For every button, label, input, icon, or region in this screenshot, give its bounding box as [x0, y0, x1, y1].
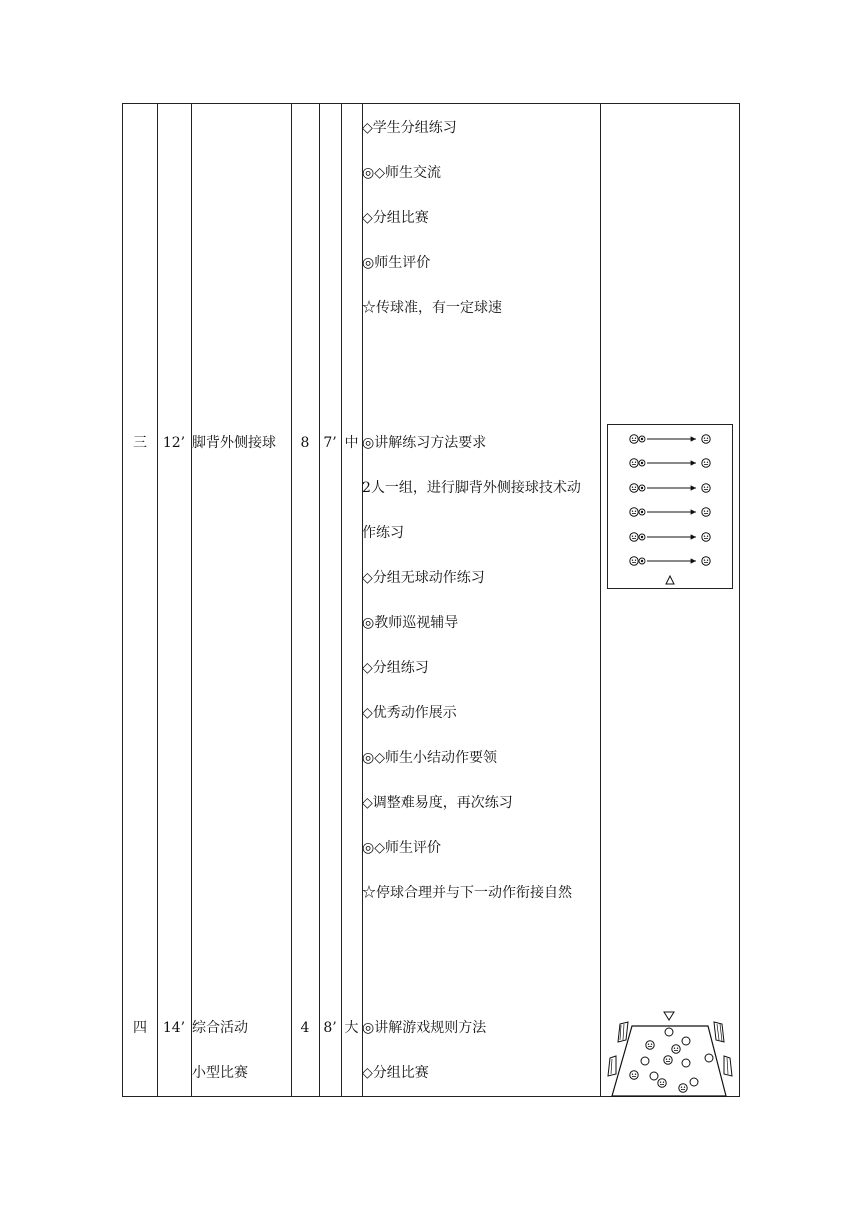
ball-icon [639, 460, 645, 466]
row-time: 12’ [162, 435, 186, 451]
pair-row [630, 484, 710, 492]
smiley-face-icon [672, 1045, 680, 1053]
method-line: ☆停球合理并与下一动作衔接自然 [362, 885, 572, 901]
method-line: ◎讲解练习方法要求 [362, 435, 487, 451]
method-line: ◇学生分组练习 [362, 120, 457, 136]
triangle-icon [664, 1012, 674, 1020]
column-divider [319, 104, 320, 1096]
smiley-face-icon [702, 459, 710, 467]
goal-icon [714, 1022, 724, 1042]
ball-icon [639, 558, 645, 564]
method-line: ◎◇师生评价 [362, 840, 441, 856]
smiley-face-icon [679, 1084, 687, 1092]
method-line: ◇调整难易度，再次练习 [362, 795, 513, 811]
pair-row [630, 508, 710, 516]
smiley-face-icon [664, 1056, 672, 1064]
method-line: 作练习 [362, 525, 404, 541]
game-field-diagram [604, 1008, 736, 1100]
row-content: 综合活动 [192, 1020, 248, 1036]
smiley-face-icon [630, 557, 638, 565]
pair-row [630, 557, 710, 565]
smiley-face-icon [702, 435, 710, 443]
ball-icon [639, 436, 645, 442]
method-line: ◇分组无球动作练习 [362, 570, 485, 586]
column-divider [341, 104, 342, 1096]
ball-icon [639, 485, 645, 491]
column-divider [600, 104, 601, 1096]
method-line: 2人一组，进行脚背外侧接球技术动 [362, 480, 581, 496]
smiley-face-icon [630, 484, 638, 492]
ball-icon [705, 1054, 713, 1062]
method-line: ◎讲解游戏规则方法 [362, 1020, 487, 1036]
ball-icon [690, 1078, 698, 1086]
pair-row [630, 533, 710, 541]
drill-diagram [607, 424, 733, 589]
column-divider [291, 104, 292, 1096]
drill-diagram-svg [608, 425, 732, 588]
row-time: 14’ [162, 1020, 186, 1036]
smiley-face-icon [658, 1079, 666, 1087]
ball-icon [650, 1072, 658, 1080]
lesson-table [122, 103, 740, 1097]
ball-icon [682, 1037, 690, 1045]
goal-icon [618, 1022, 628, 1042]
ball-icon [639, 534, 645, 540]
ball-icon [665, 1028, 673, 1036]
smiley-face-icon [630, 435, 638, 443]
smiley-face-icon [702, 533, 710, 541]
method-line: ◇分组比赛 [362, 1065, 429, 1081]
smiley-face-icon [630, 459, 638, 467]
column-divider [191, 104, 192, 1096]
pair-row [630, 435, 710, 443]
smiley-face-icon [702, 508, 710, 516]
method-line: ◎◇师生交流 [362, 165, 441, 181]
smiley-face-icon [630, 508, 638, 516]
triangle-icon [666, 576, 674, 584]
row-content: 脚背外侧接球 [192, 435, 276, 451]
goal-icon [608, 1056, 616, 1076]
ball-icon [641, 1057, 649, 1065]
smiley-face-icon [630, 533, 638, 541]
row-index: 三 [133, 435, 147, 451]
method-line: ◇分组比赛 [362, 210, 429, 226]
smiley-face-icon [702, 557, 710, 565]
method-line: ◇分组练习 [362, 660, 429, 676]
row-count: 4 [300, 1020, 310, 1036]
column-divider [362, 104, 363, 1096]
smiley-face-icon [646, 1041, 654, 1049]
method-line: ◎师生评价 [362, 255, 431, 271]
method-line: ☆传球准，有一定球速 [362, 300, 502, 316]
ball-icon [639, 509, 645, 515]
method-line: ◇优秀动作展示 [362, 705, 457, 721]
smiley-face-icon [630, 1071, 638, 1079]
row-intensity: 中 [344, 435, 359, 451]
row-content-secondary: 小型比赛 [192, 1065, 248, 1081]
ball-icon [682, 1059, 690, 1067]
row-intensity: 大 [344, 1020, 359, 1036]
method-line: ◎◇师生小结动作要领 [362, 750, 497, 766]
column-divider [157, 104, 158, 1096]
row-index: 四 [133, 1020, 147, 1036]
smiley-face-icon [702, 484, 710, 492]
pair-row [630, 459, 710, 467]
row-count: 8 [300, 435, 310, 451]
row-duration: 8’ [323, 1020, 337, 1036]
row-duration: 7’ [323, 435, 337, 451]
method-line: ◎教师巡视辅导 [362, 615, 459, 631]
goal-icon [724, 1056, 732, 1076]
